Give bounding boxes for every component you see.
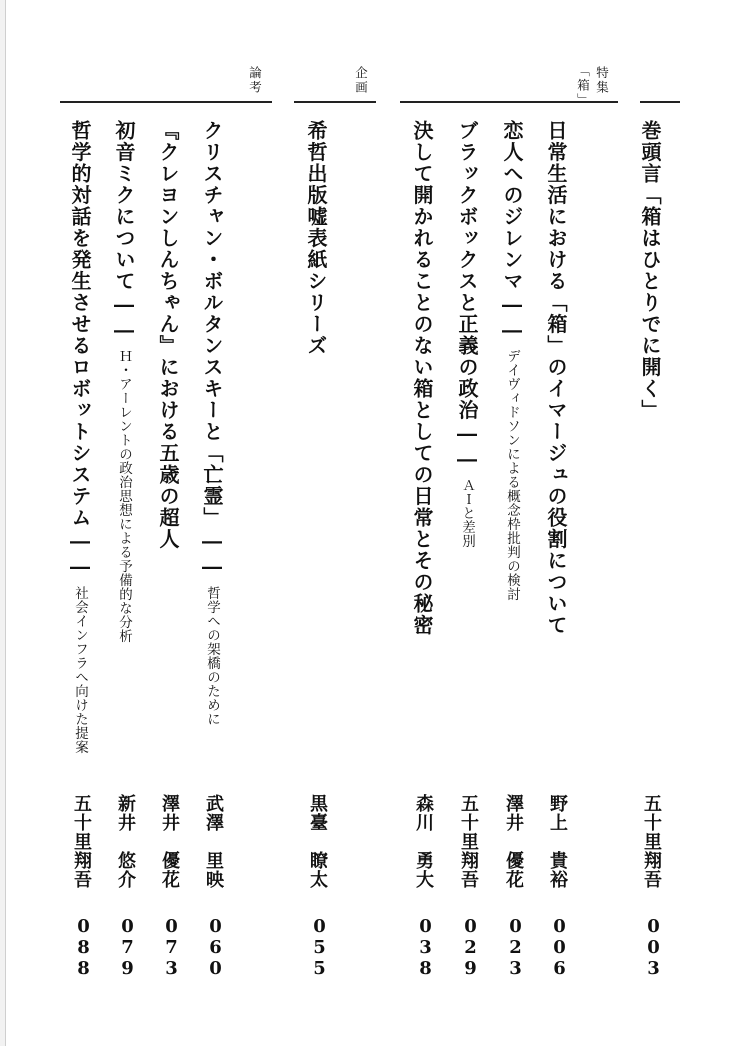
entry-author: 黒臺 瞭太 — [307, 794, 328, 889]
entry-page-number: 029 — [460, 916, 481, 979]
entry-author: 武澤 里映 — [203, 794, 224, 889]
entry-author: 五十里翔吾 — [71, 794, 92, 889]
toc-page — [6, 0, 750, 1046]
entry-author: 五十里翔吾 — [458, 794, 479, 889]
entry-page-number: 060 — [205, 916, 226, 979]
entry-author: 澤井 優花 — [159, 794, 180, 889]
entry-subtitle: ＡＩと差別 — [459, 478, 475, 548]
entry-author: 野上 貴裕 — [547, 794, 568, 889]
rule-project — [294, 101, 376, 103]
entry-title: 恋人へのジレンマ―― — [500, 120, 524, 343]
entry-page-number: 023 — [505, 916, 526, 979]
entry-page-number: 088 — [73, 916, 94, 979]
entry-subtitle: デイヴィドソンによる概念枠批判の検討 — [504, 349, 520, 601]
entry-title: 初音ミクについて―― — [112, 120, 136, 343]
rule-essays — [60, 101, 272, 103]
entry-title[interactable]: 『クレヨンしんちゃん』における五歳の超人 — [156, 120, 180, 550]
entry-title: クリスチャン・ボルタンスキーと「亡霊」―― — [200, 120, 224, 580]
category-box: 「箱」 — [575, 64, 591, 108]
entry-page-number: 003 — [643, 916, 664, 979]
entry-title: ブラックボックスと正義の政治―― — [455, 120, 479, 472]
entry-page-number: 055 — [309, 916, 330, 979]
entry-title[interactable]: 決して開かれることのない箱としての日常とその秘密 — [410, 120, 434, 636]
entry-author: 澤井 優花 — [503, 794, 524, 889]
entry-author: 森川 勇大 — [413, 794, 434, 889]
entry-subtitle: 社会インフラへ向けた提案 — [72, 585, 88, 754]
category-essays: 論考 — [247, 66, 263, 95]
entry-author: 五十里翔吾 — [641, 794, 662, 889]
entry-page-number: 079 — [117, 916, 138, 979]
category-special-feature: 特集 — [594, 66, 610, 95]
entry-subtitle: Ｈ・アーレントの政治思想による予備的な分析 — [116, 349, 132, 643]
entry-title[interactable]: 希哲出版嘘表紙シリーズ — [304, 120, 328, 357]
entry-title-block[interactable] — [502, 120, 522, 601]
entry-title-block[interactable] — [457, 120, 477, 548]
entry-page-number: 073 — [161, 916, 182, 979]
category-project: 企画 — [353, 66, 369, 95]
entry-title-block[interactable] — [114, 120, 134, 643]
entry-title[interactable]: 巻頭言「箱はひとりでに開く」 — [638, 120, 662, 421]
rule-preface — [640, 101, 680, 103]
entry-title: 哲学的対話を発生させるロボットシステム―― — [68, 120, 92, 580]
entry-page-number: 006 — [549, 916, 570, 979]
entry-page-number: 038 — [415, 916, 436, 979]
entry-title-block[interactable] — [70, 120, 90, 754]
entry-author: 新井 悠介 — [115, 794, 136, 889]
entry-title[interactable]: 日常生活における「箱」のイマージュの役割について — [544, 120, 568, 636]
entry-subtitle: 哲学への架橋のために — [204, 585, 220, 726]
entry-title-block[interactable] — [202, 120, 222, 726]
